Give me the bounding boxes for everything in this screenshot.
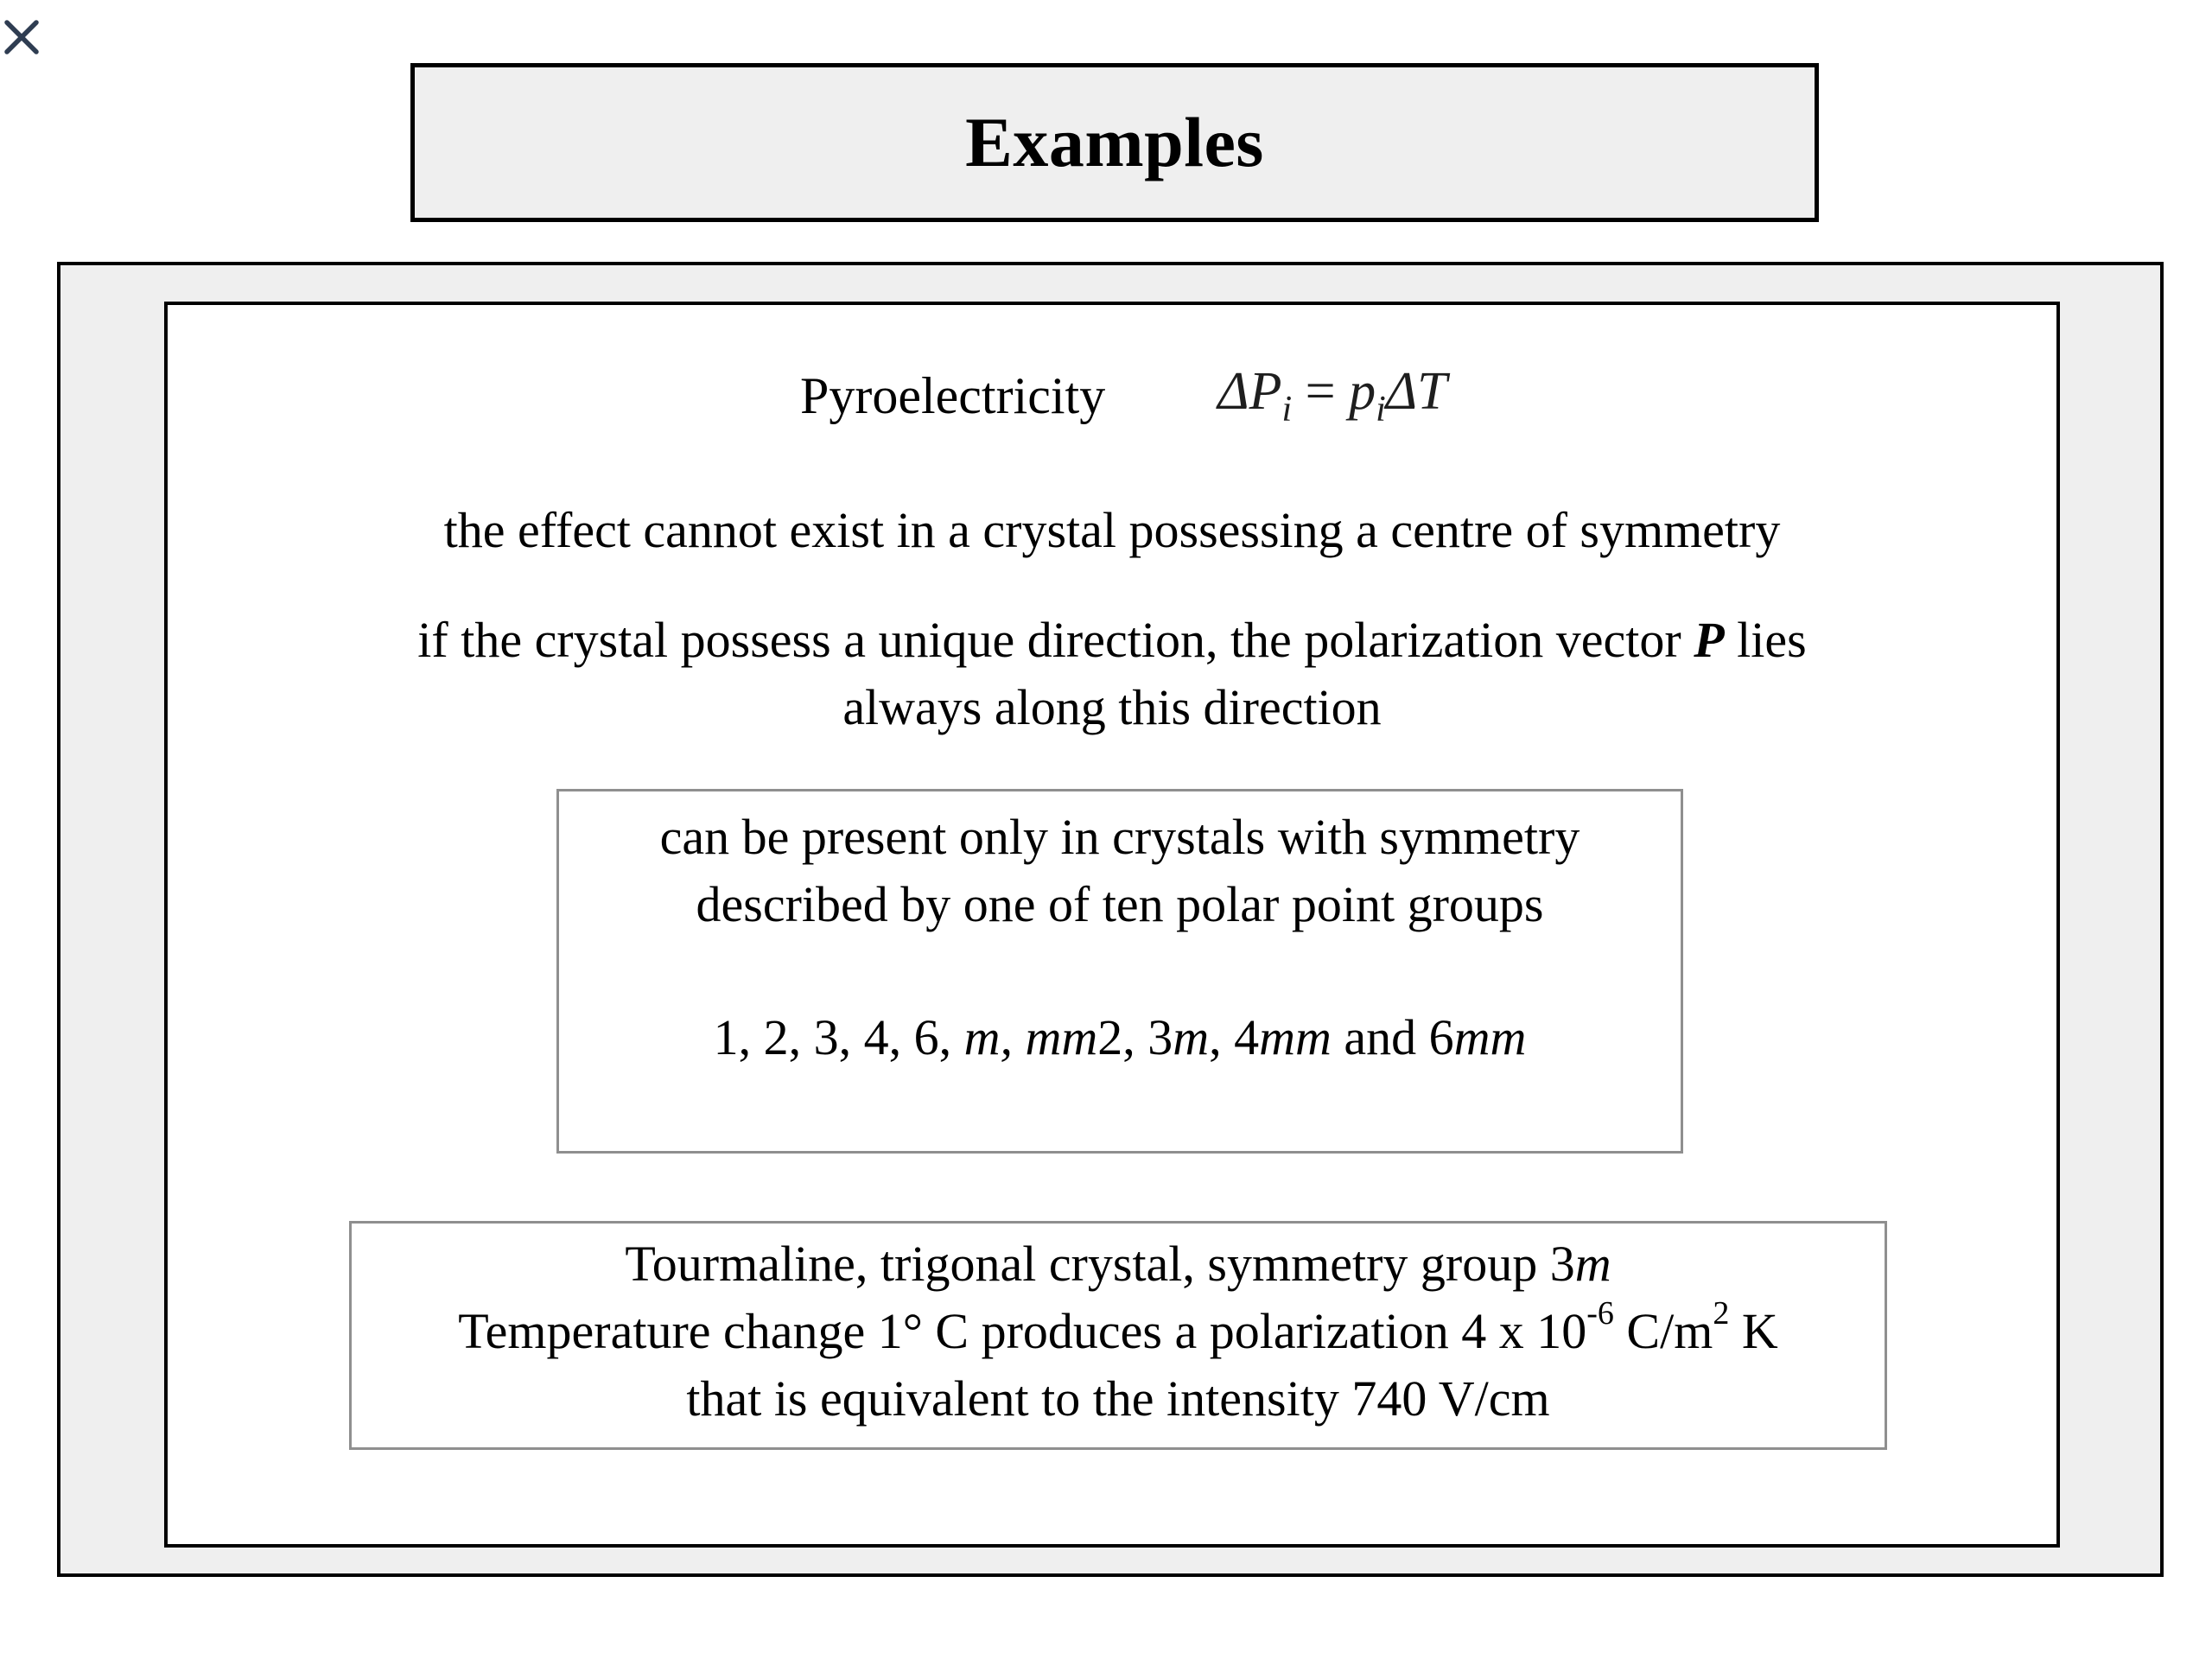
groups-part: , 4 xyxy=(1209,1009,1260,1065)
heading-label: Pyroelectricity xyxy=(800,366,1106,424)
close-icon xyxy=(3,19,40,55)
tourmaline-symmetry-symbol: m xyxy=(1574,1236,1611,1292)
groups-part: and 6 xyxy=(1331,1009,1454,1065)
polar-box-line-2: described by one of ten polar point groups xyxy=(696,876,1544,932)
page-title: Examples xyxy=(965,103,1264,181)
tourmaline-line-1-text: Tourmaline, trigonal crystal, symmetry group 3 xyxy=(625,1236,1575,1292)
statement-centre-symmetry: the effect cannot exist in a crystal possessing a centre of symmetry xyxy=(443,502,1781,558)
tourmaline-line-2 xyxy=(352,1295,1885,1365)
formula-rhs-sub: i xyxy=(1376,390,1386,429)
groups-part: m, mm xyxy=(963,1009,1098,1065)
tourmaline-line-1 xyxy=(352,1230,1885,1298)
pyroelectricity-formula xyxy=(1217,361,1446,430)
formula-lhs-sub: i xyxy=(1281,390,1293,429)
groups-part: 1, 2, 3, 4, 6, xyxy=(713,1009,964,1065)
formula-rhs: p xyxy=(1349,362,1376,421)
formula-lhs: ΔP xyxy=(1217,362,1282,421)
exponent: 2 xyxy=(1713,1295,1730,1332)
tourmaline-example-box xyxy=(349,1221,1887,1450)
groups-part: 2, 3 xyxy=(1097,1009,1173,1065)
groups-part: mm xyxy=(1259,1009,1332,1065)
polar-box-line-1: can be present only in crystals with symmetry xyxy=(659,809,1580,865)
tourmaline-unit: C/m xyxy=(1613,1303,1713,1359)
formula-rhs-tail: ΔT xyxy=(1385,362,1447,421)
title-banner xyxy=(410,63,1819,222)
formula-equals: = xyxy=(1292,362,1350,421)
statement-unique-direction xyxy=(164,607,2060,674)
statement-unique-direction-line-2: always along this direction xyxy=(842,679,1382,735)
groups-part: mm xyxy=(1453,1009,1527,1065)
polar-point-groups-box xyxy=(556,789,1683,1154)
polarization-vector-symbol: P xyxy=(1694,612,1725,668)
close-button[interactable] xyxy=(3,19,40,55)
statement-2-part-a: if the crystal possess a unique direction, the polarization vector xyxy=(417,612,1694,668)
groups-part: m xyxy=(1173,1009,1210,1065)
tourmaline-line-2-text: Temperature change 1° C produces a polarization 4 x 10 xyxy=(458,1303,1587,1359)
exponent: -6 xyxy=(1586,1295,1614,1332)
statement-2-part-b: lies xyxy=(1724,612,1807,668)
tourmaline-unit-tail: K xyxy=(1729,1303,1778,1359)
tourmaline-line-3: that is equivalent to the intensity 740 V/cm xyxy=(686,1370,1550,1427)
polar-point-groups-list xyxy=(559,1004,1681,1071)
pyroelectricity-heading xyxy=(800,357,1447,435)
